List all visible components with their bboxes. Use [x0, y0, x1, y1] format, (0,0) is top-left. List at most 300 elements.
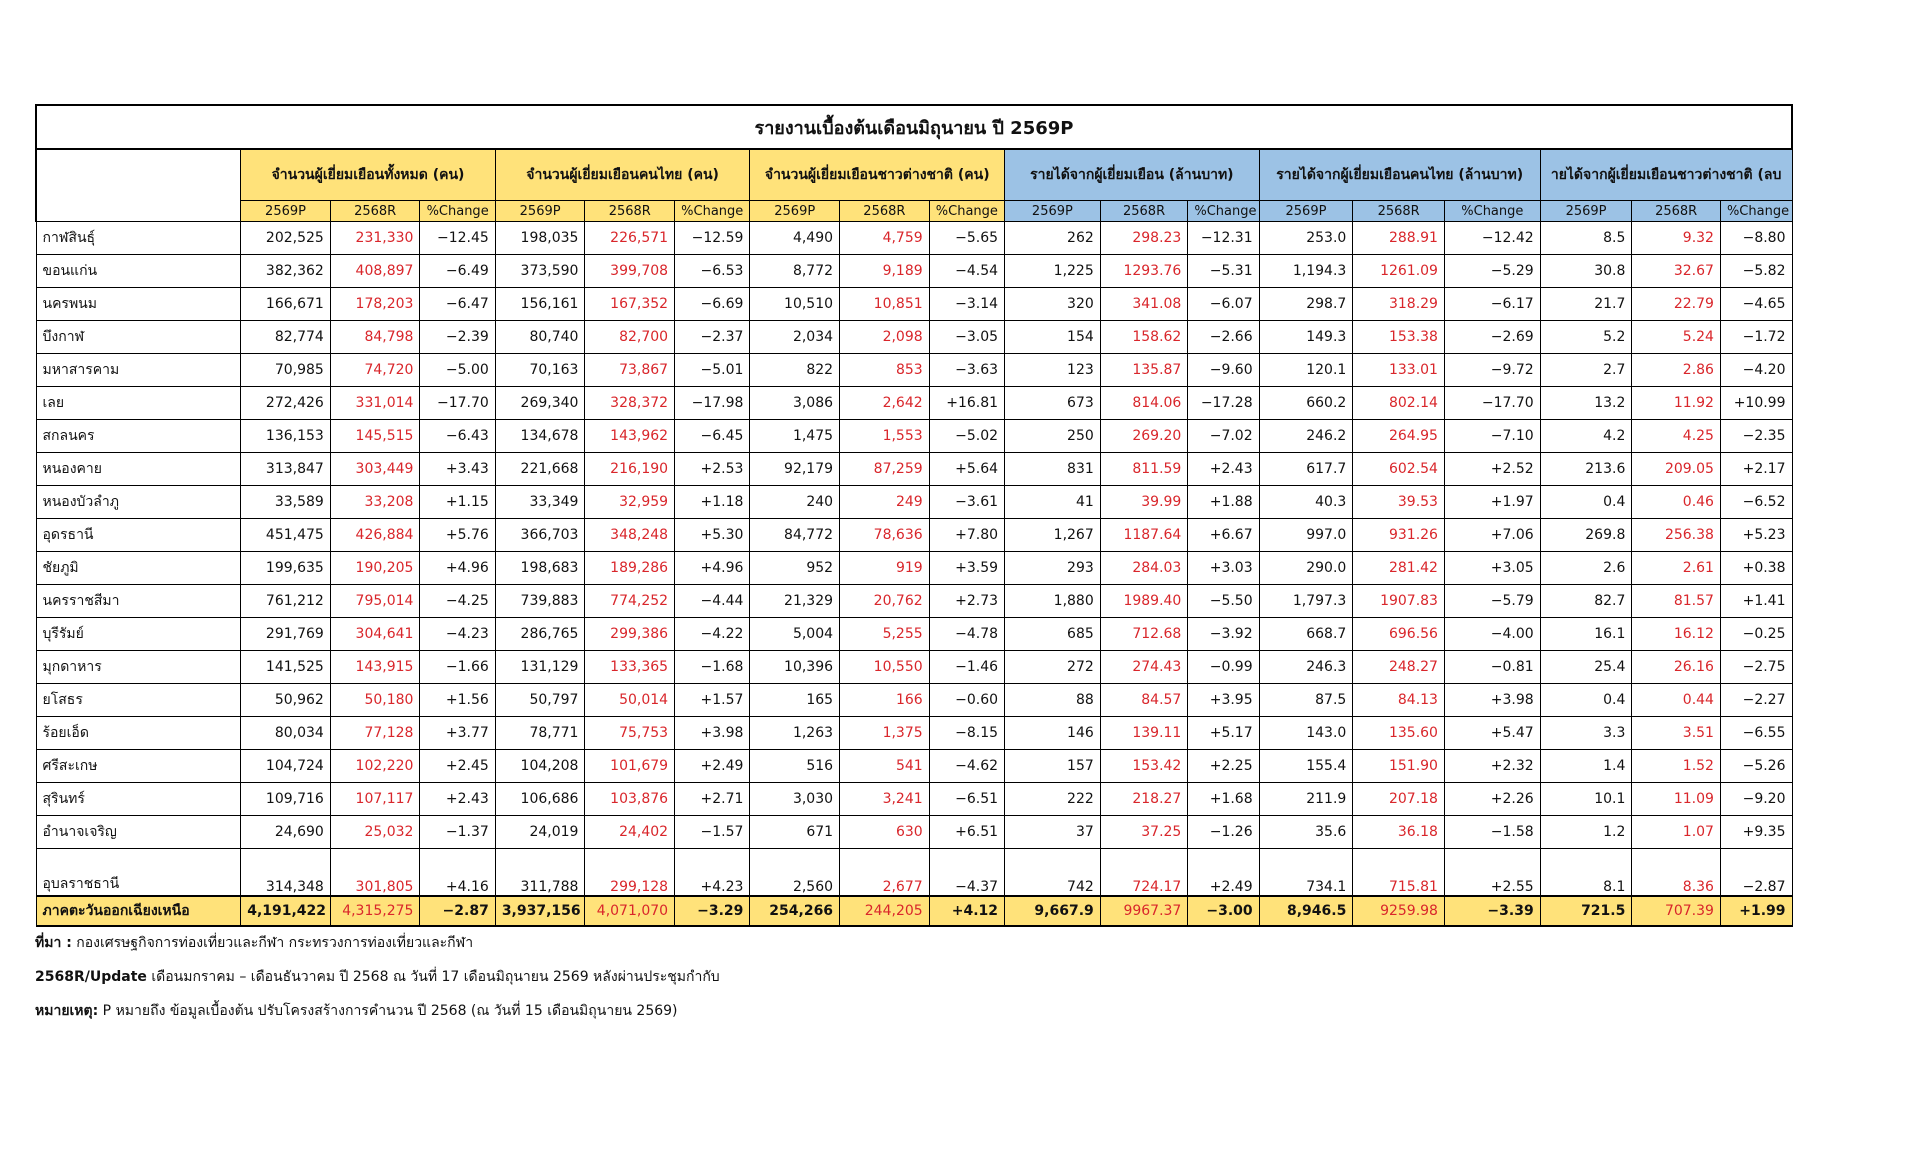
value-pct-change: +4.12 [929, 896, 1004, 926]
value-pct-change: −5.00 [420, 354, 495, 387]
value-2569p: 0.4 [1540, 486, 1632, 519]
sub-header-2568r: 2568R [585, 201, 675, 222]
table-row [36, 552, 1792, 585]
value-2568r: 1187.64 [1100, 519, 1188, 552]
value-2568r: 50,014 [585, 684, 675, 717]
value-2569p: 1,475 [750, 420, 840, 453]
value-2569p: 70,985 [241, 354, 331, 387]
value-2569p: 254,266 [750, 896, 840, 926]
value-pct-change: −5.01 [675, 354, 750, 387]
value-2569p: 3,086 [750, 387, 840, 420]
value-2568r: 399,708 [585, 255, 675, 288]
notes-section [35, 932, 720, 1034]
value-2569p: 8,946.5 [1259, 896, 1353, 926]
value-pct-change: −1.26 [1188, 816, 1259, 849]
value-pct-change: −0.99 [1188, 651, 1259, 684]
value-pct-change: −1.72 [1720, 321, 1792, 354]
value-2569p: 721.5 [1540, 896, 1632, 926]
value-2568r: 107,117 [330, 783, 420, 816]
value-2568r: 135.60 [1353, 717, 1445, 750]
value-2568r: 22.79 [1632, 288, 1721, 321]
value-pct-change: −1.37 [420, 816, 495, 849]
value-pct-change: −0.60 [929, 684, 1004, 717]
value-2569p: 1,194.3 [1259, 255, 1353, 288]
value-pct-change: +2.45 [420, 750, 495, 783]
value-pct-change: −3.05 [929, 321, 1004, 354]
value-pct-change: −4.62 [929, 750, 1004, 783]
province-header-blank [36, 149, 241, 222]
sub-header-2568r: 2568R [1632, 201, 1721, 222]
value-pct-change: +3.03 [1188, 552, 1259, 585]
value-2568r: 853 [840, 354, 930, 387]
value-2568r: 20,762 [840, 585, 930, 618]
value-2569p: 136,153 [241, 420, 331, 453]
value-2568r: 4,071,070 [585, 896, 675, 926]
value-2569p: 3,937,156 [495, 896, 585, 926]
province-name: บุรีรัมย์ [36, 618, 241, 651]
value-2568r: 143,915 [330, 651, 420, 684]
table-row [36, 750, 1792, 783]
value-2568r: 11.09 [1632, 783, 1721, 816]
value-pct-change: −0.81 [1444, 651, 1540, 684]
value-2569p: 33,349 [495, 486, 585, 519]
value-2568r: 1907.83 [1353, 585, 1445, 618]
value-pct-change: −3.63 [929, 354, 1004, 387]
value-2569p: 82,774 [241, 321, 331, 354]
value-2568r: 707.39 [1632, 896, 1721, 926]
value-2569p: 50,797 [495, 684, 585, 717]
value-pct-change: −6.43 [420, 420, 495, 453]
note-label: 2568R/Update [35, 969, 147, 985]
value-pct-change: −6.17 [1444, 288, 1540, 321]
value-pct-change: +1.15 [420, 486, 495, 519]
value-pct-change: +2.25 [1188, 750, 1259, 783]
value-2568r: 712.68 [1100, 618, 1188, 651]
value-pct-change: −1.57 [675, 816, 750, 849]
value-2569p: 313,847 [241, 453, 331, 486]
value-2568r: 341.08 [1100, 288, 1188, 321]
value-pct-change: −2.69 [1444, 321, 1540, 354]
value-pct-change: +0.38 [1720, 552, 1792, 585]
value-2568r: 281.42 [1353, 552, 1445, 585]
value-pct-change: +9.35 [1720, 816, 1792, 849]
value-2568r: 2.61 [1632, 552, 1721, 585]
value-2568r: 9,189 [840, 255, 930, 288]
value-2568r: 1.07 [1632, 816, 1721, 849]
value-pct-change: −9.20 [1720, 783, 1792, 816]
note-text: กองเศรษฐกิจการท่องเที่ยวและกีฬา กระทรวงการท่องเที่ยวและกีฬา [71, 935, 474, 951]
value-2568r: 814.06 [1100, 387, 1188, 420]
table-row [36, 783, 1792, 816]
value-pct-change: −12.31 [1188, 222, 1259, 255]
value-pct-change: −3.00 [1188, 896, 1259, 926]
value-2568r: 2,642 [840, 387, 930, 420]
value-2569p: 202,525 [241, 222, 331, 255]
value-pct-change: +5.30 [675, 519, 750, 552]
value-pct-change: +6.51 [929, 816, 1004, 849]
value-2568r: 298.23 [1100, 222, 1188, 255]
value-pct-change: +1.88 [1188, 486, 1259, 519]
table-row [36, 519, 1792, 552]
value-2568r: 75,753 [585, 717, 675, 750]
sub-header-pct-change: %Change [1720, 201, 1792, 222]
value-2568r: 50,180 [330, 684, 420, 717]
value-2568r: 39.99 [1100, 486, 1188, 519]
value-pct-change: −5.79 [1444, 585, 1540, 618]
value-2568r: 408,897 [330, 255, 420, 288]
value-2569p: 293 [1005, 552, 1101, 585]
value-2569p: 253.0 [1259, 222, 1353, 255]
value-2569p: 149.3 [1259, 321, 1353, 354]
province-name: ภาคตะวันออกเฉียงเหนือ [36, 896, 241, 926]
value-2568r: 32,959 [585, 486, 675, 519]
value-2569p: 5.2 [1540, 321, 1632, 354]
value-2569p: 269,340 [495, 387, 585, 420]
note-label: หมายเหตุ: [35, 1003, 99, 1019]
value-pct-change: −4.44 [675, 585, 750, 618]
value-2568r: 11.92 [1632, 387, 1721, 420]
value-2568r: 0.44 [1632, 684, 1721, 717]
value-2568r: 4,315,275 [330, 896, 420, 926]
value-2569p: 742 [1005, 849, 1101, 897]
value-2569p: 24,690 [241, 816, 331, 849]
value-2569p: 123 [1005, 354, 1101, 387]
value-2568r: 102,220 [330, 750, 420, 783]
table-row [36, 585, 1792, 618]
sub-header-2569p: 2569P [1259, 201, 1353, 222]
value-2569p: 198,683 [495, 552, 585, 585]
province-name: หนองบัวลำภู [36, 486, 241, 519]
value-pct-change: −6.51 [929, 783, 1004, 816]
value-2569p: 80,740 [495, 321, 585, 354]
value-pct-change: −2.75 [1720, 651, 1792, 684]
table-row [36, 849, 1792, 897]
value-2569p: 10,510 [750, 288, 840, 321]
value-2569p: 33,589 [241, 486, 331, 519]
value-pct-change: −9.72 [1444, 354, 1540, 387]
sub-header-row [36, 201, 1792, 222]
sub-header-pct-change: %Change [675, 201, 750, 222]
value-2569p: 668.7 [1259, 618, 1353, 651]
value-2568r: 26.16 [1632, 651, 1721, 684]
value-2568r: 328,372 [585, 387, 675, 420]
province-name: บึงกาฬ [36, 321, 241, 354]
province-name: กาฬสินธุ์ [36, 222, 241, 255]
province-name: อำนาจเจริญ [36, 816, 241, 849]
value-2568r: 167,352 [585, 288, 675, 321]
value-pct-change: −2.35 [1720, 420, 1792, 453]
value-2569p: 78,771 [495, 717, 585, 750]
value-2569p: 199,635 [241, 552, 331, 585]
value-2569p: 143.0 [1259, 717, 1353, 750]
value-pct-change: +3.98 [1444, 684, 1540, 717]
value-2569p: 1,263 [750, 717, 840, 750]
value-2568r: 774,252 [585, 585, 675, 618]
value-pct-change: −5.82 [1720, 255, 1792, 288]
province-name: เลย [36, 387, 241, 420]
group-header-3: จำนวนผู้เยี่ยมเยือนชาวต่างชาติ (คน) [750, 149, 1005, 201]
value-2568r: 426,884 [330, 519, 420, 552]
value-pct-change: −6.55 [1720, 717, 1792, 750]
value-2568r: 696.56 [1353, 618, 1445, 651]
value-pct-change: −17.70 [420, 387, 495, 420]
value-2568r: 318.29 [1353, 288, 1445, 321]
value-pct-change: +4.96 [420, 552, 495, 585]
value-2568r: 303,449 [330, 453, 420, 486]
value-2568r: 84,798 [330, 321, 420, 354]
value-2569p: 1,267 [1005, 519, 1101, 552]
value-pct-change: +1.57 [675, 684, 750, 717]
note-text: P หมายถึง ข้อมูลเบื้องต้น ปรับโครงสร้างการคำนวน ปี 2568 (ณ วันที่ 15 เดือนมิถุนายน 2569) [98, 1003, 678, 1019]
value-2568r: 139.11 [1100, 717, 1188, 750]
value-2569p: 246.2 [1259, 420, 1353, 453]
province-name: มุกดาหาร [36, 651, 241, 684]
note-label: ที่มา : [35, 935, 72, 951]
province-name: อุบลราชธานี [36, 849, 241, 897]
report-container [35, 104, 1793, 927]
province-name: สกลนคร [36, 420, 241, 453]
value-2569p: 290.0 [1259, 552, 1353, 585]
value-2568r: 81.57 [1632, 585, 1721, 618]
value-pct-change: −8.15 [929, 717, 1004, 750]
value-2568r: 299,386 [585, 618, 675, 651]
value-2568r: 33,208 [330, 486, 420, 519]
value-2568r: 3.51 [1632, 717, 1721, 750]
group-header-row [36, 149, 1792, 201]
value-2569p: 9,667.9 [1005, 896, 1101, 926]
value-2569p: 70,163 [495, 354, 585, 387]
value-2569p: 673 [1005, 387, 1101, 420]
table-row [36, 387, 1792, 420]
value-2568r: 331,014 [330, 387, 420, 420]
value-2568r: 244,205 [840, 896, 930, 926]
value-2569p: 10.1 [1540, 783, 1632, 816]
value-pct-change: −3.14 [929, 288, 1004, 321]
sub-header-pct-change: %Change [929, 201, 1004, 222]
value-pct-change: −17.70 [1444, 387, 1540, 420]
province-name: มหาสารคาม [36, 354, 241, 387]
value-2568r: 269.20 [1100, 420, 1188, 453]
value-2569p: 516 [750, 750, 840, 783]
group-header-5: รายได้จากผู้เยี่ยมเยือนคนไทย (ล้านบาท) [1259, 149, 1540, 201]
value-pct-change: −2.37 [675, 321, 750, 354]
value-pct-change: −4.78 [929, 618, 1004, 651]
value-pct-change: −3.92 [1188, 618, 1259, 651]
value-pct-change: +1.18 [675, 486, 750, 519]
value-2568r: 84.13 [1353, 684, 1445, 717]
value-2568r: 802.14 [1353, 387, 1445, 420]
value-2569p: 382,362 [241, 255, 331, 288]
value-2568r: 284.03 [1100, 552, 1188, 585]
value-pct-change: +5.64 [929, 453, 1004, 486]
value-2569p: 84,772 [750, 519, 840, 552]
group-header-4: รายได้จากผู้เยี่ยมเยือน (ล้านบาท) [1005, 149, 1260, 201]
value-2569p: 4.2 [1540, 420, 1632, 453]
value-2569p: 166,671 [241, 288, 331, 321]
value-2568r: 82,700 [585, 321, 675, 354]
value-2568r: 209.05 [1632, 453, 1721, 486]
value-2569p: 80,034 [241, 717, 331, 750]
value-2568r: 2,098 [840, 321, 930, 354]
sub-header-pct-change: %Change [420, 201, 495, 222]
value-2568r: 133.01 [1353, 354, 1445, 387]
value-pct-change: −5.31 [1188, 255, 1259, 288]
value-pct-change: −5.65 [929, 222, 1004, 255]
value-pct-change: +16.81 [929, 387, 1004, 420]
value-2569p: 1.2 [1540, 816, 1632, 849]
value-2568r: 630 [840, 816, 930, 849]
total-row [36, 896, 1792, 926]
value-2569p: 269.8 [1540, 519, 1632, 552]
value-pct-change: −5.02 [929, 420, 1004, 453]
value-2569p: 3.3 [1540, 717, 1632, 750]
value-2569p: 21,329 [750, 585, 840, 618]
value-2569p: 4,490 [750, 222, 840, 255]
value-pct-change: +1.99 [1720, 896, 1792, 926]
value-2568r: 5.24 [1632, 321, 1721, 354]
value-2568r: 348,248 [585, 519, 675, 552]
value-2569p: 739,883 [495, 585, 585, 618]
province-name: สุรินทร์ [36, 783, 241, 816]
value-2569p: 157 [1005, 750, 1101, 783]
value-2568r: 101,679 [585, 750, 675, 783]
value-pct-change: +7.80 [929, 519, 1004, 552]
value-2568r: 8.36 [1632, 849, 1721, 897]
value-2569p: 104,208 [495, 750, 585, 783]
table-row [36, 288, 1792, 321]
value-2568r: 256.38 [1632, 519, 1721, 552]
note-line [35, 932, 720, 950]
value-2569p: 272,426 [241, 387, 331, 420]
value-pct-change: −4.37 [929, 849, 1004, 897]
province-name: นครพนม [36, 288, 241, 321]
value-2569p: 165 [750, 684, 840, 717]
value-pct-change: −4.22 [675, 618, 750, 651]
value-2568r: 919 [840, 552, 930, 585]
value-2568r: 274.43 [1100, 651, 1188, 684]
value-2568r: 77,128 [330, 717, 420, 750]
value-pct-change: +3.43 [420, 453, 495, 486]
value-2568r: 9967.37 [1100, 896, 1188, 926]
value-pct-change: −4.25 [420, 585, 495, 618]
value-2569p: 35.6 [1259, 816, 1353, 849]
sub-header-2568r: 2568R [330, 201, 420, 222]
value-pct-change: +2.49 [675, 750, 750, 783]
value-2569p: 24,019 [495, 816, 585, 849]
value-2568r: 153.38 [1353, 321, 1445, 354]
province-name: ขอนแก่น [36, 255, 241, 288]
value-2569p: 146 [1005, 717, 1101, 750]
value-2569p: 997.0 [1259, 519, 1353, 552]
value-pct-change: +3.05 [1444, 552, 1540, 585]
value-pct-change: −8.80 [1720, 222, 1792, 255]
table-row [36, 684, 1792, 717]
value-2568r: 25,032 [330, 816, 420, 849]
value-pct-change: +2.43 [1188, 453, 1259, 486]
value-2568r: 218.27 [1100, 783, 1188, 816]
value-pct-change: −17.98 [675, 387, 750, 420]
value-2568r: 178,203 [330, 288, 420, 321]
value-2568r: 151.90 [1353, 750, 1445, 783]
sub-header-2569p: 2569P [1540, 201, 1632, 222]
value-pct-change: −7.02 [1188, 420, 1259, 453]
value-2568r: 5,255 [840, 618, 930, 651]
value-2568r: 10,851 [840, 288, 930, 321]
table-body [36, 222, 1792, 927]
province-name: ศรีสะเกษ [36, 750, 241, 783]
sub-header-pct-change: %Change [1188, 201, 1259, 222]
value-2569p: 2,560 [750, 849, 840, 897]
value-pct-change: +1.56 [420, 684, 495, 717]
value-2568r: 216,190 [585, 453, 675, 486]
table-row [36, 420, 1792, 453]
value-2569p: 272 [1005, 651, 1101, 684]
value-pct-change: +2.53 [675, 453, 750, 486]
value-2568r: 16.12 [1632, 618, 1721, 651]
value-2569p: 106,686 [495, 783, 585, 816]
value-pct-change: +4.16 [420, 849, 495, 897]
value-2568r: 226,571 [585, 222, 675, 255]
value-2569p: 3,030 [750, 783, 840, 816]
value-2569p: 671 [750, 816, 840, 849]
value-2568r: 1.52 [1632, 750, 1721, 783]
value-2568r: 78,636 [840, 519, 930, 552]
value-pct-change: +1.68 [1188, 783, 1259, 816]
value-pct-change: −9.60 [1188, 354, 1259, 387]
value-2568r: 103,876 [585, 783, 675, 816]
value-pct-change: −12.42 [1444, 222, 1540, 255]
value-2568r: 1989.40 [1100, 585, 1188, 618]
note-line [35, 1000, 720, 1018]
value-2568r: 288.91 [1353, 222, 1445, 255]
value-2568r: 190,205 [330, 552, 420, 585]
value-2569p: 451,475 [241, 519, 331, 552]
value-2568r: 74,720 [330, 354, 420, 387]
value-pct-change: +2.55 [1444, 849, 1540, 897]
value-2569p: 761,212 [241, 585, 331, 618]
value-2569p: 131,129 [495, 651, 585, 684]
value-2569p: 120.1 [1259, 354, 1353, 387]
value-2569p: 246.3 [1259, 651, 1353, 684]
value-pct-change: +4.96 [675, 552, 750, 585]
value-pct-change: −4.65 [1720, 288, 1792, 321]
value-2568r: 1,553 [840, 420, 930, 453]
value-2569p: 240 [750, 486, 840, 519]
value-pct-change: +2.73 [929, 585, 1004, 618]
value-pct-change: −3.39 [1444, 896, 1540, 926]
value-2569p: 286,765 [495, 618, 585, 651]
value-2569p: 685 [1005, 618, 1101, 651]
value-2568r: 133,365 [585, 651, 675, 684]
value-pct-change: +3.98 [675, 717, 750, 750]
value-2568r: 715.81 [1353, 849, 1445, 897]
value-pct-change: −6.47 [420, 288, 495, 321]
value-2568r: 4,759 [840, 222, 930, 255]
value-2568r: 248.27 [1353, 651, 1445, 684]
value-2568r: 10,550 [840, 651, 930, 684]
value-2568r: 795,014 [330, 585, 420, 618]
value-pct-change: −2.39 [420, 321, 495, 354]
value-2569p: 213.6 [1540, 453, 1632, 486]
value-2568r: 207.18 [1353, 783, 1445, 816]
value-2569p: 41 [1005, 486, 1101, 519]
value-2569p: 8,772 [750, 255, 840, 288]
value-2569p: 311,788 [495, 849, 585, 897]
value-pct-change: −5.26 [1720, 750, 1792, 783]
tourism-report-table [35, 104, 1793, 927]
value-pct-change: −6.52 [1720, 486, 1792, 519]
table-row [36, 255, 1792, 288]
